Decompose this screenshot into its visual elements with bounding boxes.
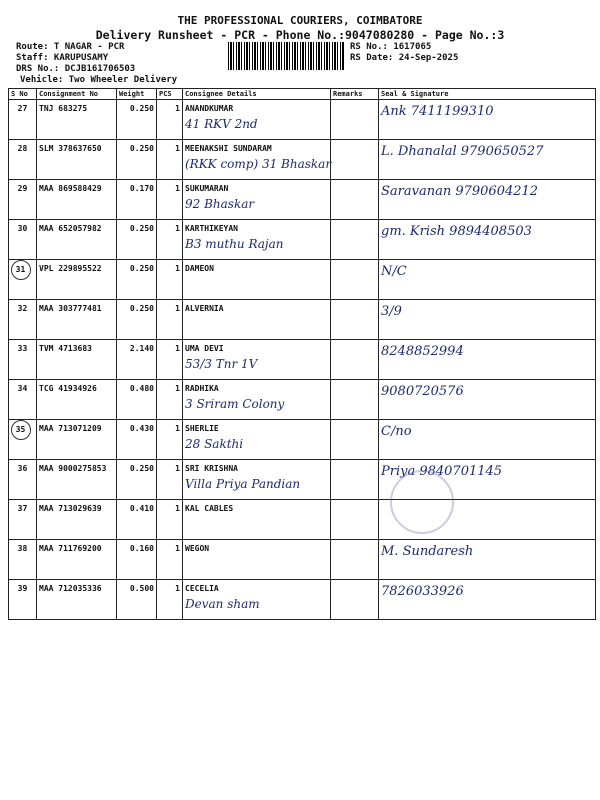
- row-signature: [379, 180, 596, 220]
- circle-mark: 35: [11, 420, 31, 440]
- circle-mark: 31: [11, 260, 31, 280]
- row-signature: [379, 220, 596, 260]
- row-remarks: [331, 460, 379, 500]
- row-consignment-no: MAA 711769200: [37, 540, 117, 580]
- handwritten-signature: L. Dhanalal 9790650527: [381, 144, 544, 159]
- row-weight: 2.140: [117, 340, 157, 380]
- row-sno: 27: [9, 100, 37, 140]
- row-remarks: [331, 380, 379, 420]
- row-consignment-no: MAA 303777481: [37, 300, 117, 340]
- row-consignee: [183, 100, 331, 140]
- row-sno: 28: [9, 140, 37, 180]
- row-signature: [379, 420, 596, 460]
- row-remarks: [331, 540, 379, 580]
- row-weight: 0.480: [117, 380, 157, 420]
- table-row: [9, 300, 596, 340]
- row-sno: 29: [9, 180, 37, 220]
- handwritten-address: 92 Bhaskar: [185, 197, 255, 211]
- row-signature: [379, 340, 596, 380]
- handwritten-address: 28 Sakthi: [185, 437, 244, 451]
- consignee-name: UMA DEVI: [185, 344, 224, 353]
- col-remarks: Remarks: [331, 89, 379, 100]
- row-sno: [9, 420, 37, 460]
- row-consignee: [183, 420, 331, 460]
- handwritten-address: Villa Priya Pandian: [185, 477, 301, 491]
- consignee-name: DAMEON: [185, 264, 214, 273]
- row-consignment-no: MAA 869588429: [37, 180, 117, 220]
- handwritten-signature: Ank 7411199310: [381, 104, 494, 119]
- row-consignee: [183, 380, 331, 420]
- row-sno: 38: [9, 540, 37, 580]
- row-pcs: 1: [157, 460, 183, 500]
- row-consignee: [183, 460, 331, 500]
- row-consignment-no: MAA 713029639: [37, 500, 117, 540]
- table-row: [9, 420, 596, 460]
- table-row: [9, 580, 596, 620]
- row-pcs: 1: [157, 180, 183, 220]
- table-row: [9, 100, 596, 140]
- handwritten-address: 3 Sriram Colony: [185, 397, 285, 411]
- row-remarks: [331, 300, 379, 340]
- runsheet-subtitle: Delivery Runsheet - PCR - Phone No.:9047080280 - Page No.:3: [95, 28, 505, 42]
- table-row: [9, 380, 596, 420]
- handwritten-signature: Priya 9840701145: [381, 464, 503, 479]
- row-weight: 0.410: [117, 500, 157, 540]
- row-remarks: [331, 500, 379, 540]
- row-pcs: 1: [157, 220, 183, 260]
- row-consignment-no: MAA 712035336: [37, 580, 117, 620]
- rs-number: RS No.: 1617065: [350, 42, 432, 52]
- row-pcs: 1: [157, 540, 183, 580]
- row-consignment-no: TCG 41934926: [37, 380, 117, 420]
- row-weight: 0.160: [117, 540, 157, 580]
- row-consignee: [183, 180, 331, 220]
- consignee-name: SHERLIE: [185, 424, 219, 433]
- route-label: Route: T NAGAR - PCR: [16, 42, 125, 52]
- row-pcs: 1: [157, 340, 183, 380]
- consignee-name: ALVERNIA: [185, 304, 224, 313]
- row-remarks: [331, 260, 379, 300]
- row-pcs: 1: [157, 580, 183, 620]
- table-row: [9, 260, 596, 300]
- table-row: [9, 180, 596, 220]
- row-signature: [379, 380, 596, 420]
- row-sno: [9, 260, 37, 300]
- consignee-name: SRI KRISHNA: [185, 464, 238, 473]
- col-sno: S No: [9, 89, 37, 100]
- handwritten-signature: 9080720576: [381, 384, 464, 399]
- row-pcs: 1: [157, 380, 183, 420]
- handwritten-signature: C/no: [381, 424, 412, 439]
- row-sno: 30: [9, 220, 37, 260]
- row-signature: [379, 580, 596, 620]
- row-weight: 0.250: [117, 260, 157, 300]
- col-pcs: PCS: [157, 89, 183, 100]
- table-row: [9, 220, 596, 260]
- row-signature: [379, 140, 596, 180]
- row-consignment-no: VPL 229895522: [37, 260, 117, 300]
- row-consignee: [183, 540, 331, 580]
- consignee-name: KARTHIKEYAN: [185, 224, 238, 233]
- col-weight: Weight: [117, 89, 157, 100]
- row-pcs: 1: [157, 500, 183, 540]
- handwritten-signature: Saravanan 9790604212: [381, 184, 539, 199]
- row-signature: [379, 100, 596, 140]
- consignee-name: WEGON: [185, 544, 210, 553]
- handwritten-signature: 8248852994: [381, 344, 464, 359]
- row-pcs: 1: [157, 140, 183, 180]
- handwritten-signature: 3/9: [381, 304, 402, 319]
- row-sno: 36: [9, 460, 37, 500]
- runsheet-title: THE PROFESSIONAL COURIERS, COIMBATORE: [177, 14, 423, 27]
- row-consignee: [183, 580, 331, 620]
- row-weight: 0.250: [117, 140, 157, 180]
- row-remarks: [331, 140, 379, 180]
- handwritten-address: B3 muthu Rajan: [185, 237, 284, 251]
- row-consignee: [183, 220, 331, 260]
- row-weight: 0.430: [117, 420, 157, 460]
- row-pcs: 1: [157, 260, 183, 300]
- handwritten-address: (RKK comp) 31 Bhaskar: [185, 157, 332, 171]
- row-remarks: [331, 580, 379, 620]
- row-pcs: 1: [157, 420, 183, 460]
- handwritten-address: 41 RKV 2nd: [185, 117, 258, 131]
- consignee-name: ANANDKUMAR: [185, 104, 234, 113]
- drs-label: DRS No.: DCJB161706503: [16, 64, 136, 74]
- table-row: [9, 540, 596, 580]
- handwritten-address: Devan sham: [185, 597, 260, 611]
- row-remarks: [331, 220, 379, 260]
- handwritten-signature: 7826033926: [381, 584, 464, 599]
- company-seal-stamp: [390, 470, 454, 534]
- col-consignment: Consignment No: [37, 89, 117, 100]
- handwritten-signature: gm. Krish 9894408503: [381, 224, 532, 239]
- row-consignee: [183, 500, 331, 540]
- row-remarks: [331, 180, 379, 220]
- row-remarks: [331, 340, 379, 380]
- row-consignment-no: MAA 652057982: [37, 220, 117, 260]
- vehicle-label: Vehicle: Two Wheeler Delivery: [20, 75, 178, 85]
- handwritten-address: 53/3 Tnr 1V: [185, 357, 258, 371]
- row-sno: 34: [9, 380, 37, 420]
- barcode: [228, 42, 344, 70]
- runsheet-table: [8, 88, 596, 620]
- row-consignee: [183, 260, 331, 300]
- table-row: [9, 460, 596, 500]
- row-weight: 0.250: [117, 300, 157, 340]
- row-consignment-no: TNJ 683275: [37, 100, 117, 140]
- row-weight: 0.250: [117, 100, 157, 140]
- consignee-name: KAL CABLES: [185, 504, 234, 513]
- row-pcs: 1: [157, 300, 183, 340]
- row-signature: [379, 540, 596, 580]
- col-seal-signature: Seal & Signature: [379, 89, 596, 100]
- consignee-name: MEENAKSHI SUNDARAM: [185, 144, 272, 153]
- rs-date: RS Date: 24-Sep-2025: [350, 53, 459, 63]
- handwritten-signature: N/C: [381, 264, 407, 279]
- row-remarks: [331, 100, 379, 140]
- row-consignee: [183, 140, 331, 180]
- row-consignment-no: MAA 9000275853: [37, 460, 117, 500]
- row-signature: [379, 300, 596, 340]
- col-consignee: Consignee Details: [183, 89, 331, 100]
- table-row: [9, 340, 596, 380]
- handwritten-signature: M. Sundaresh: [381, 544, 474, 559]
- consignee-name: RADHIKA: [185, 384, 219, 393]
- row-sno: 32: [9, 300, 37, 340]
- row-pcs: 1: [157, 100, 183, 140]
- row-sno: 37: [9, 500, 37, 540]
- row-weight: 0.250: [117, 220, 157, 260]
- row-consignment-no: SLM 378637650: [37, 140, 117, 180]
- row-weight: 0.170: [117, 180, 157, 220]
- row-consignee: [183, 300, 331, 340]
- consignee-name: CECELIA: [185, 584, 219, 593]
- row-consignee: [183, 340, 331, 380]
- row-signature: [379, 260, 596, 300]
- row-weight: 0.500: [117, 580, 157, 620]
- consignee-name: SUKUMARAN: [185, 184, 229, 193]
- table-header-row: [9, 89, 596, 100]
- row-sno: 33: [9, 340, 37, 380]
- staff-label: Staff: KARUPUSAMY: [16, 53, 109, 63]
- row-weight: 0.250: [117, 460, 157, 500]
- table-row: [9, 500, 596, 540]
- row-remarks: [331, 420, 379, 460]
- row-consignment-no: MAA 713071209: [37, 420, 117, 460]
- row-sno: 39: [9, 580, 37, 620]
- table-row: [9, 140, 596, 180]
- row-consignment-no: TVM 4713683: [37, 340, 117, 380]
